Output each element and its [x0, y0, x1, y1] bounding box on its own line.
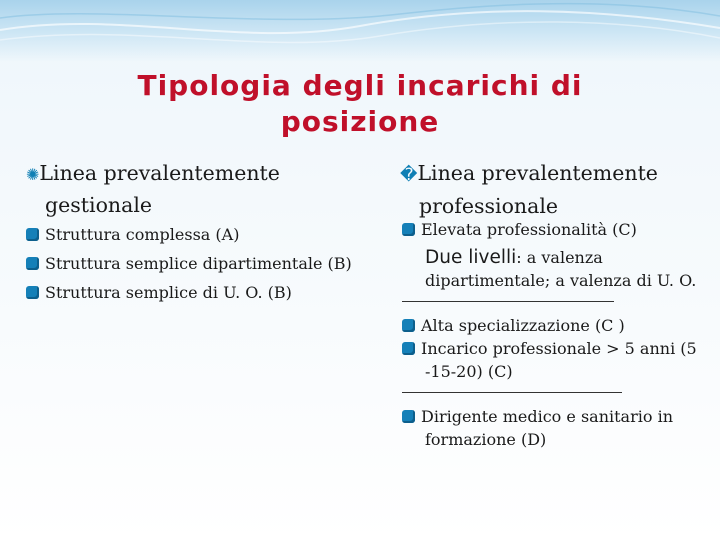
list-item-continuation: formazione (D) [425, 430, 547, 449]
right-heading-line2: professionale [419, 194, 559, 218]
right-list [402, 218, 720, 451]
due-livelli-rest: : a valenza [516, 248, 603, 267]
square-bullet-icon [26, 257, 39, 270]
list-item-continuation: -15-20) (C) [425, 362, 513, 381]
list-item-text: Struttura complessa (A) [45, 225, 240, 244]
square-bullet-icon [402, 223, 415, 236]
page-title: Tipologia degli incarichi di posizione [137, 69, 583, 138]
square-bullet-icon [402, 319, 415, 332]
due-livelli-line2: dipartimentale; a valenza di U. O. [425, 271, 697, 290]
due-livelli-line [402, 246, 720, 269]
list-item-text: Elevata professionalità (C) [421, 220, 637, 239]
right-column-heading [400, 158, 720, 222]
list-item-text: Incarico professionale > 5 anni (5 [421, 339, 697, 358]
square-bullet-icon [402, 410, 415, 423]
divider [402, 392, 622, 393]
list-item-text: Struttura semplice di U. O. (B) [45, 283, 292, 302]
list-item [402, 337, 720, 360]
square-bullet-icon [402, 342, 415, 355]
list-item [26, 249, 352, 278]
divider [402, 301, 614, 302]
left-heading-line2: gestionale [45, 193, 153, 217]
wave-decoration [0, 0, 720, 62]
list-item-text: Alta specializzazione (C ) [421, 316, 625, 335]
due-livelli-label: Due livelli [425, 247, 517, 268]
list-item-text: Struttura semplice dipartimentale (B) [45, 254, 352, 273]
square-bullet-icon [26, 228, 39, 241]
left-list [26, 220, 352, 307]
list-item [402, 405, 720, 428]
sun-bullet-icon: ✺ [26, 165, 40, 184]
square-bullet-icon [26, 286, 39, 299]
missing-glyph-icon: � [400, 165, 418, 185]
list-item [26, 220, 352, 249]
list-item-text: Dirigente medico e sanitario in [421, 407, 673, 426]
left-heading-line1: Linea prevalentemente [39, 161, 280, 185]
header-wave-band [0, 0, 720, 62]
list-item [26, 278, 352, 307]
left-column-heading [26, 158, 366, 221]
list-item [402, 314, 720, 337]
right-heading-line1: Linea prevalentemente [417, 161, 658, 185]
list-item [402, 218, 720, 241]
